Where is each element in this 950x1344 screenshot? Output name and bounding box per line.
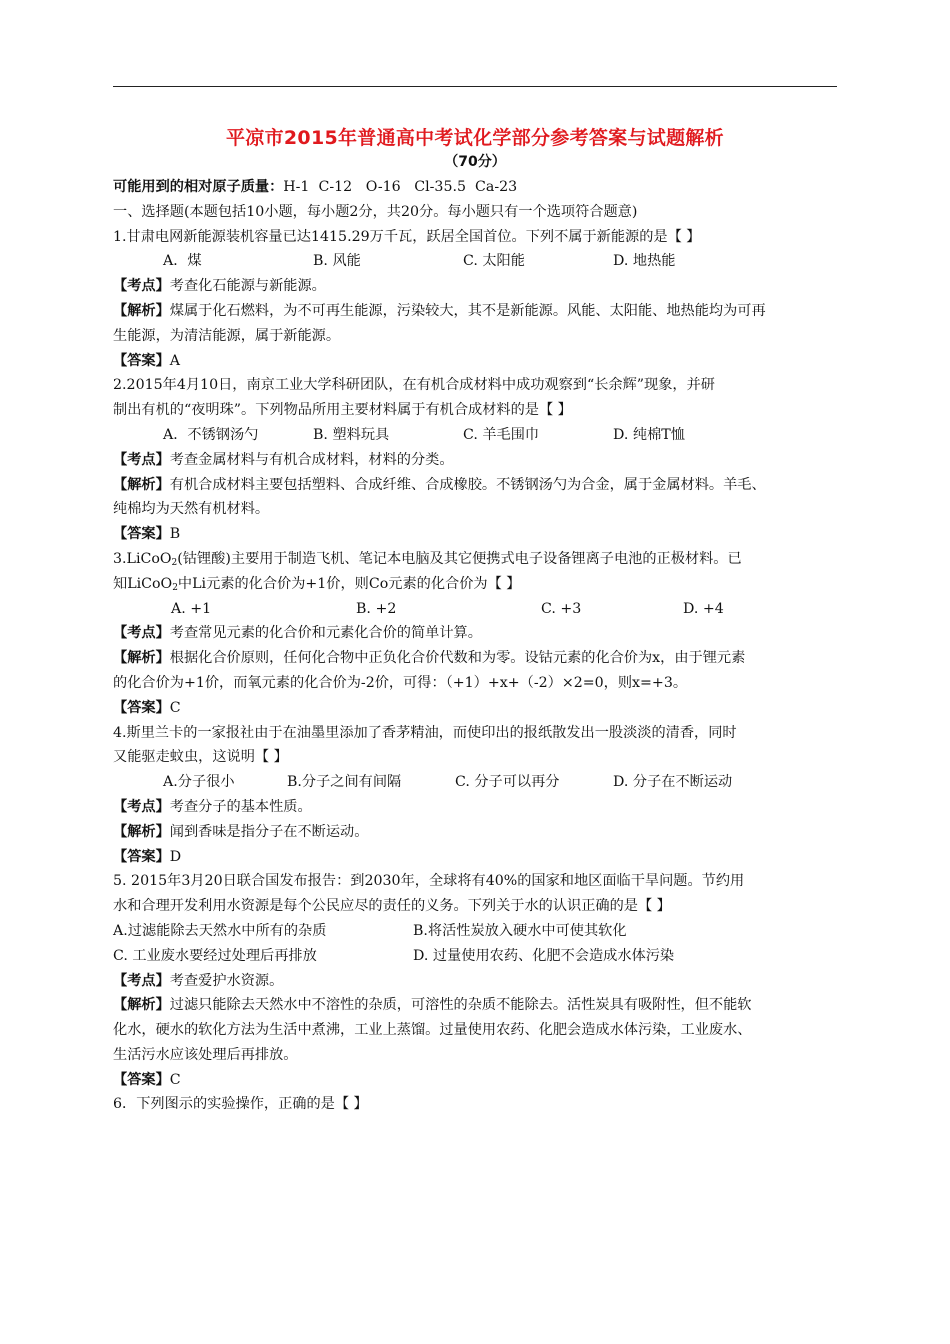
q3-stem-1 — [113, 547, 841, 572]
q5-option-a: A.过滤能除去天然水中所有的杂质 — [113, 922, 327, 939]
atomic-mass-values: H-1 C-12 O-16 Cl-35.5 Ca-23 — [283, 179, 518, 195]
header-rule — [113, 86, 837, 87]
q2-jiexi — [113, 473, 841, 498]
jiexi-label: 【解析】 — [113, 823, 170, 840]
q1-jiexi-text-2: 生能源，为清洁能源，属于新能源。 — [113, 327, 341, 344]
q1-jiexi — [113, 299, 841, 324]
q5-jiexi-text-2: 化水，硬水的软化方法为生活中煮沸，工业上蒸馏。过量使用农药、化肥会造成水体污染，工业废水、 — [113, 1022, 752, 1039]
q5-option-d: D. 过量使用农药、化肥不会造成水体污染 — [413, 947, 675, 964]
daan-label: 【答案】 — [113, 1071, 170, 1088]
q1-jiexi-text-1: 煤属于化石燃料，为不可再生能源，污染较大，其不是新能源。风能、太阳能、地热能均为可再 — [169, 302, 766, 319]
q3-answer-value: C — [169, 699, 181, 716]
q3-formula-subscript: 2 — [171, 557, 178, 568]
q4-kaodian — [113, 795, 841, 820]
daan-label: 【答案】 — [113, 848, 170, 865]
q4-jiexi — [113, 820, 841, 845]
q3-jiexi — [113, 646, 841, 671]
q1-option-c: C. 太阳能 — [463, 253, 525, 270]
q1-stem: 1.甘肃电网新能源装机容量已达1415.29万千瓦，跃居全国首位。下列不属于新能源的是【 】 — [113, 228, 701, 245]
total-score: （70分） — [444, 154, 506, 170]
q1-answer-value: A — [169, 352, 181, 369]
q5-option-b: B.将活性炭放入硬水中可使其软化 — [413, 922, 627, 939]
document-body — [113, 175, 841, 1117]
jiexi-label: 【解析】 — [113, 997, 170, 1014]
jiexi-label: 【解析】 — [113, 650, 170, 667]
q3-stem-2 — [113, 572, 841, 597]
q1-kaodian — [113, 274, 841, 299]
q2-option-b: B. 塑料玩具 — [313, 426, 390, 443]
q2-stem-1: 2.2015年4月10日，南京工业大学科研团队，在有机合成材料中成功观察到“长余辉”现象，并研 — [113, 377, 715, 394]
daan-label: 【答案】 — [113, 352, 170, 369]
q4-option-d: D. 分子在不断运动 — [613, 774, 733, 791]
q5-options-ab — [113, 919, 841, 944]
q3-option-a: A. +1 — [171, 600, 212, 617]
q2-jiexi-text-2: 纯棉均为天然有机材料。 — [113, 501, 270, 518]
q1-options — [113, 249, 841, 274]
q3-jiexi-text-2: 的化合价为+1价，而氧元素的化合价为-2价，可得：（+1）+x+（-2）×2=0，则x=+3。 — [113, 674, 688, 691]
q1-option-b: B. 风能 — [313, 253, 361, 270]
q2-option-d: D. 纯棉T恤 — [613, 426, 685, 443]
jiexi-label: 【解析】 — [113, 302, 170, 319]
kaodian-label: 【考点】 — [113, 278, 170, 295]
kaodian-label: 【考点】 — [113, 625, 170, 642]
q1-kaodian-text: 考查化石能源与新能源。 — [169, 278, 326, 295]
q4-option-c: C. 分子可以再分 — [455, 774, 560, 791]
q2-option-a: A．不锈钢汤勺 — [163, 426, 259, 443]
q5-answer-value: C — [169, 1071, 181, 1088]
page-title: 平凉市2015年普通高中考试化学部分参考答案与试题解析 — [226, 127, 724, 149]
q4-option-a: A.分子很小 — [163, 774, 235, 791]
q1-option-d: D. 地热能 — [613, 253, 676, 270]
atomic-mass-line — [113, 175, 841, 200]
q4-option-b: B.分子之间有间隔 — [287, 774, 402, 791]
q3-formula: 3.LiCoO — [113, 550, 172, 567]
q3-stem-1-text: (钴锂酸)主要用于制造飞机、笔记本电脑及其它便携式电子设备锂离子电池的正极材料。已 — [177, 550, 742, 567]
q4-jiexi-text-1: 闻到香味是指分子在不断运动。 — [169, 823, 369, 840]
q1-option-a: A．煤 — [163, 253, 202, 270]
atomic-mass-label: 可能用到的相对原子质量： — [113, 179, 284, 195]
q3-jiexi-text-1: 根据化合价原则，任何化合物中正负化合价代数和为零。设钴元素的化合价为x，由于锂元素 — [169, 650, 746, 667]
q3-answer — [113, 696, 841, 721]
q2-kaodian-text: 考查金属材料与有机合成材料，材料的分类。 — [169, 451, 454, 468]
q6-stem: 6．下列图示的实验操作，正确的是【 】 — [113, 1096, 368, 1113]
q5-jiexi-text-1: 过滤只能除去天然水中不溶性的杂质，可溶性的杂质不能除去。活性炭具有吸附性，但不能软 — [169, 997, 752, 1014]
q2-kaodian — [113, 448, 841, 473]
q5-kaodian — [113, 969, 841, 994]
q2-jiexi-text-1: 有机合成材料主要包括塑料、合成纤维、合成橡胶。不锈钢汤勺为合金，属于金属材料。羊毛、 — [169, 476, 766, 493]
q2-answer — [113, 522, 841, 547]
jiexi-label: 【解析】 — [113, 476, 170, 493]
q2-answer-value: B — [169, 526, 181, 543]
q5-stem-1: 5. 2015年3月20日联合国发布报告：到2030年，全球将有40%的国家和地区面临干旱问题。节约用 — [113, 873, 745, 890]
kaodian-label: 【考点】 — [113, 972, 170, 989]
q3-kaodian-text: 考查常见元素的化合价和元素化合价的简单计算。 — [169, 625, 482, 642]
daan-label: 【答案】 — [113, 699, 170, 716]
q4-options — [113, 770, 841, 795]
q3-option-d: D. +4 — [683, 600, 724, 617]
q5-answer — [113, 1068, 841, 1093]
q2-options — [113, 423, 841, 448]
q2-option-c: C. 羊毛围巾 — [463, 426, 540, 443]
q5-option-c: C. 工业废水要经过处理后再排放 — [113, 947, 317, 964]
q5-stem-2: 水和合理开发利用水资源是每个公民应尽的责任的义务。下列关于水的认识正确的是【 】 — [113, 898, 671, 915]
q4-answer — [113, 845, 841, 870]
section-heading: 一、选择题(本题包括10小题，每小题2分，共20分。每小题只有一个选项符合题意) — [113, 203, 638, 220]
q2-stem-2: 制出有机的“夜明珠”。下列物品所用主要材料属于有机合成材料的是【 】 — [113, 402, 572, 419]
q4-answer-value: D — [169, 848, 182, 865]
q3-formula-2: 知LiCoO — [113, 575, 173, 592]
q1-answer — [113, 349, 841, 374]
q3-stem-2-text: 中Li元素的化合价为+1价，则Co元素的化合价为【 】 — [177, 575, 521, 592]
kaodian-label: 【考点】 — [113, 798, 170, 815]
daan-label: 【答案】 — [113, 526, 170, 543]
q4-stem-2: 又能驱走蚊虫，这说明【 】 — [113, 749, 288, 766]
q3-formula-2-subscript: 2 — [172, 582, 178, 593]
q5-options-cd — [113, 944, 841, 969]
q4-stem-1: 4.斯里兰卡的一家报社由于在油墨里添加了香茅精油，而使印出的报纸散发出一股淡淡的清香，同时 — [113, 724, 737, 741]
q5-kaodian-text: 考查爱护水资源。 — [169, 972, 284, 989]
q5-jiexi-text-3: 生活污水应该处理后再排放。 — [113, 1046, 298, 1063]
q3-kaodian — [113, 621, 841, 646]
q3-options — [113, 597, 841, 622]
q3-option-c: C. +3 — [541, 600, 582, 617]
kaodian-label: 【考点】 — [113, 451, 170, 468]
q4-kaodian-text: 考查分子的基本性质。 — [169, 798, 312, 815]
q3-option-b: B. +2 — [356, 600, 397, 617]
q5-jiexi — [113, 993, 841, 1018]
